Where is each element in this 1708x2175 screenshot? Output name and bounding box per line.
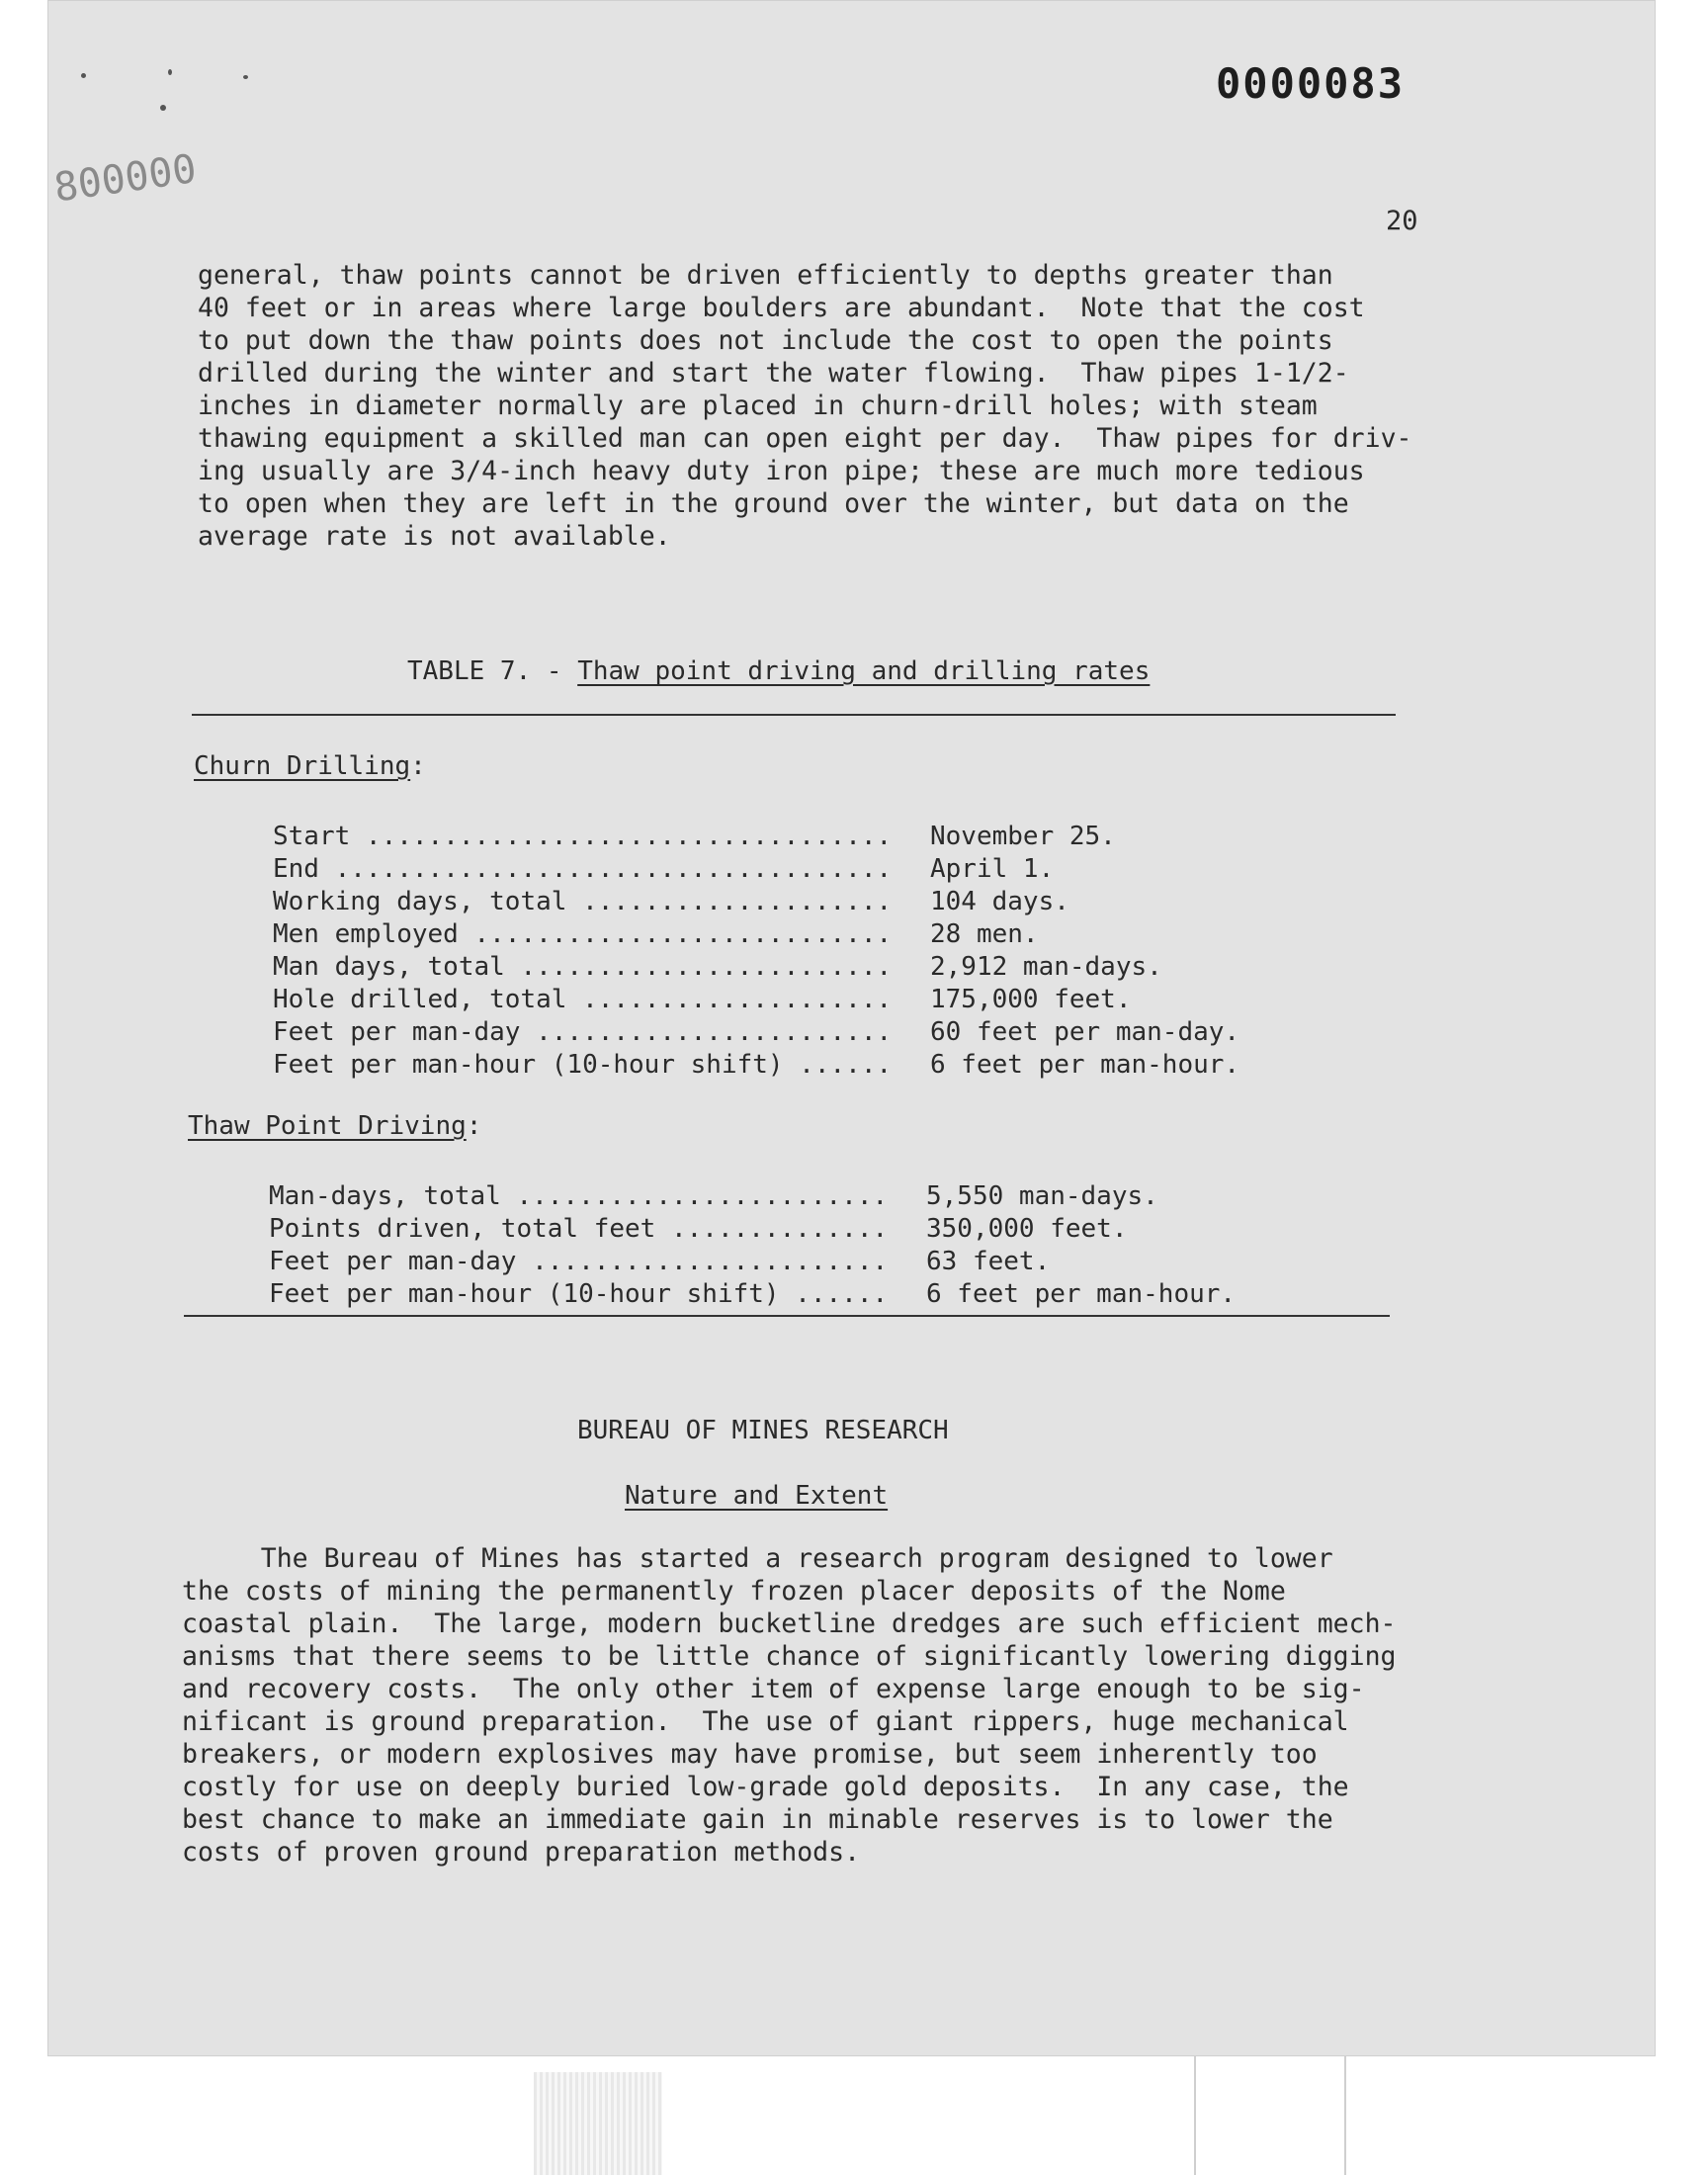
table-title (407, 656, 1150, 686)
table-caption: Thaw point driving and drilling rates (577, 656, 1151, 686)
row-label: Start ..... (273, 821, 896, 853)
row-label: Feet per man-day ..... (273, 1016, 896, 1049)
row-value: April 1. (930, 854, 1055, 884)
text-line: costly for use on deeply buried low-grade gold deposits. In any case, the (182, 1772, 1349, 1802)
row-value: 60 feet per man-day. (930, 1017, 1240, 1047)
subheading: Nature and Extent (625, 1481, 889, 1511)
text-line: costs of proven ground preparation methods. (182, 1837, 861, 1868)
row-value: November 25. (930, 822, 1116, 851)
row-label: Feet per man-hour (10-hour shift) ..... (269, 1278, 892, 1311)
section-name: Thaw Point Driving (188, 1111, 467, 1141)
text-line: 40 feet or in areas where large boulders are abundant. Note that the cost (198, 293, 1365, 323)
row-value: 2,912 man-days. (930, 952, 1162, 982)
row-value: 6 feet per man-hour. (926, 1279, 1237, 1309)
page-number: 20 (1386, 206, 1418, 236)
section-heading: BUREAU OF MINES RESEARCH (577, 1416, 949, 1445)
row-label: Hole drilled, total ..... (273, 984, 896, 1016)
row-value: 6 feet per man-hour. (930, 1050, 1240, 1080)
row-value: 350,000 feet. (926, 1214, 1128, 1244)
text-line: drilled during the winter and start the water flowing. Thaw pipes 1-1/2- (198, 358, 1349, 389)
row-label: Feet per man-hour (10-hour shift) ..... (273, 1049, 896, 1082)
body-paragraph (182, 1542, 1397, 1869)
scan-edge-line (1344, 2056, 1346, 2175)
row-value: 175,000 feet. (930, 985, 1132, 1014)
scan-edge-line (1194, 2056, 1196, 2175)
row-label: Points driven, total feet ..... (269, 1213, 892, 1246)
text-line: best chance to make an immediate gain in minable reserves is to lower the (182, 1804, 1333, 1835)
row-label: Men employed ..... (273, 918, 896, 951)
faded-number-stamp: 800000 (51, 145, 200, 212)
row-value: 63 feet. (926, 1247, 1051, 1276)
section-label-thaw-point-driving: Thaw Point Driving: (188, 1111, 482, 1141)
text-line: The Bureau of Mines has started a research program designed to lower (182, 1543, 1333, 1574)
text-line: anisms that there seems to be little chance of significantly lowering digging (182, 1641, 1397, 1672)
table-top-rule (192, 714, 1396, 716)
text-line: thawing equipment a skilled man can open eight per day. Thaw pipes for driv- (198, 423, 1412, 454)
table-number: TABLE 7. - (407, 656, 578, 686)
intro-paragraph (198, 259, 1412, 553)
table-bottom-rule (184, 1315, 1390, 1317)
text-line: to put down the thaw points does not include the cost to open the points (198, 325, 1333, 356)
row-value: 28 men. (930, 919, 1039, 949)
document-number-stamp: 0000083 (1216, 59, 1406, 108)
text-line: general, thaw points cannot be driven efficiently to depths greater than (198, 260, 1333, 291)
text-line: average rate is not available. (198, 521, 671, 552)
text-line: the costs of mining the permanently frozen placer deposits of the Nome (182, 1576, 1286, 1607)
text-line: ing usually are 3/4-inch heavy duty iron pipe; these are much more tedious (198, 456, 1365, 486)
row-label: Man days, total ..... (273, 951, 896, 984)
row-label: End ..... (273, 853, 896, 886)
row-value: 5,550 man-days. (926, 1181, 1158, 1211)
row-value: 104 days. (930, 887, 1069, 916)
text-line: nificant is ground preparation. The use of giant rippers, huge mechanical (182, 1706, 1349, 1737)
text-line: and recovery costs. The only other item of expense large enough to be sig- (182, 1674, 1365, 1704)
text-line: to open when they are left in the ground over the winter, but data on the (198, 488, 1349, 519)
section-name: Churn Drilling (194, 751, 411, 781)
row-label: Working days, total ..... (273, 886, 896, 918)
scan-edge-strip (534, 2072, 662, 2175)
section-label-churn-drilling: Churn Drilling: (194, 751, 426, 781)
text-line: breakers, or modern explosives may have promise, but seem inherently too (182, 1739, 1318, 1770)
text-line: inches in diameter normally are placed in churn-drill holes; with steam (198, 391, 1318, 421)
text-line: coastal plain. The large, modern bucketline dredges are such efficient mech- (182, 1609, 1397, 1639)
row-label: Man-days, total ..... (269, 1180, 892, 1213)
row-label: Feet per man-day ..... (269, 1246, 892, 1278)
